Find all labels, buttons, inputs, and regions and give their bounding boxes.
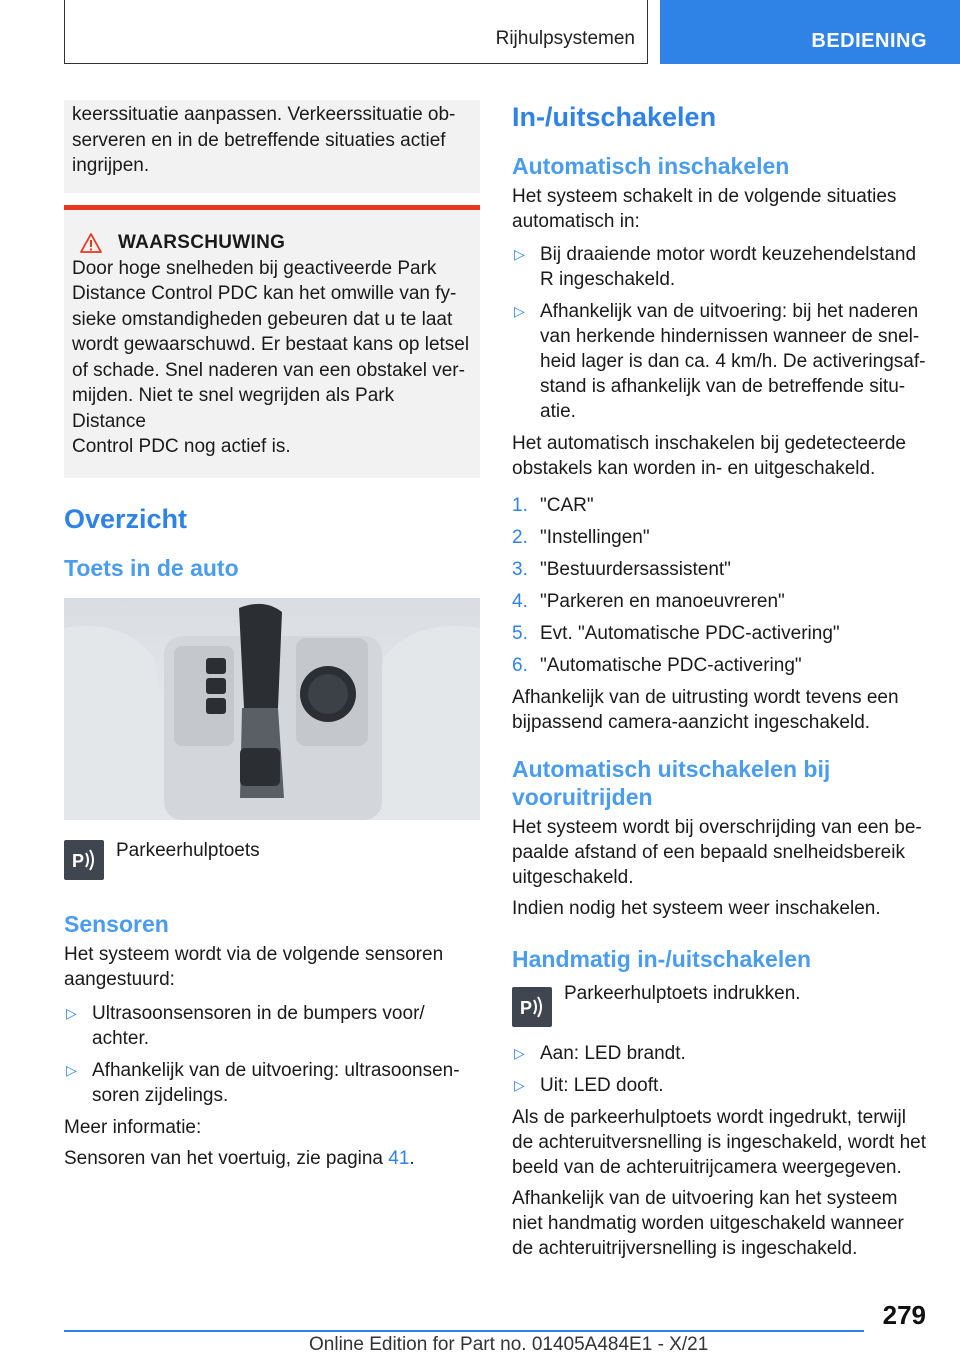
triangle-bullet-icon: ▷ <box>514 303 525 319</box>
heading-sensoren: Sensoren <box>64 910 169 937</box>
page-number: 279 <box>882 1300 926 1330</box>
list-item: ▷ Uit: LED dooft. <box>514 1075 664 1096</box>
header-tab-label: BEDIENING <box>811 30 927 52</box>
camera-text: Afhankelijk van de uitrusting wordt tevens een bijpassend camera-aanzicht ingeschakeld. <box>512 687 899 733</box>
intro-text: keerssituatie aanpassen. Verkeerssituatie ob- serveren en in de betreffende situaties actief ingrijpen. <box>72 104 456 176</box>
auto-in-list <box>512 242 928 424</box>
heading-auto-in: Automatisch inschakelen <box>512 153 790 179</box>
heading-in-uit: In-/uitschakelen <box>512 102 717 132</box>
auto-uit-text-2: Indien nodig het systeem weer inschakelen. <box>512 898 881 919</box>
triangle-bullet-icon: ▷ <box>514 246 525 262</box>
triangle-bullet-icon: ▷ <box>66 1061 77 1078</box>
auto-uit-text: Het systeem wordt bij overschrijding van een be- paalde afstand of een bepaald snelheidsbereik uitgeschakeld. <box>512 817 922 888</box>
handmatig-note: Afhankelijk van de uitvoering kan het systeem niet handmatig worden uitgeschakeld wanneer de achteruitrijversnelling is ingeschakeld. <box>512 1188 904 1259</box>
step-item: 1. "CAR" <box>512 495 594 516</box>
warning-text: Door hoge snelheden bij geactiveerde Park Distance Control PDC kan het omwille van fy- sieke omstandigheden gebeuren dat u te laat wordt gewaarschuwd. Er bestaat kans op letsel of schade. Snel naderen van een obstakel ver- mijden. Niet te snel wegrijden als Park Distance Control PDC nog actief is. <box>72 257 470 457</box>
detect-text: Het automatisch inschakelen bij gedetecteerde obstakels kan worden in- en uitgeschakeld. <box>512 433 906 479</box>
list-item: ▷ Aan: LED brandt. <box>514 1043 686 1064</box>
handmatig-caption: Parkeerhulptoets indrukken. <box>564 983 801 1004</box>
footer-divider <box>64 1330 864 1332</box>
list-item: ▷ Afhankelijk van de uitvoering: ultrasoonsen- soren zijdelings. <box>66 1059 460 1106</box>
settings-steps <box>512 493 928 678</box>
intro-box <box>64 100 480 193</box>
step-item: 4. "Parkeren en manoeuvreren" <box>512 591 785 612</box>
heading-overzicht: Overzicht <box>64 503 188 534</box>
right-column <box>512 100 928 1261</box>
parking-assist-icon <box>64 840 104 880</box>
handmatig-caption-row <box>512 983 928 1027</box>
header-tab <box>660 0 960 64</box>
icon-caption: Parkeerhulptoets <box>116 839 260 861</box>
parking-button-caption <box>64 840 480 880</box>
warning-box <box>64 205 480 478</box>
sensoren-intro: Het systeem wordt via de volgende sensoren aangestuurd: <box>64 943 444 990</box>
warning-heading: WAARSCHUWING <box>72 232 472 254</box>
triangle-bullet-icon: ▷ <box>514 1045 525 1061</box>
step-item: 3. "Bestuurdersassistent" <box>512 559 731 580</box>
handmatig-list <box>512 1041 928 1098</box>
triangle-bullet-icon: ▷ <box>66 1004 77 1021</box>
page-link[interactable]: 41 <box>388 1147 410 1169</box>
step-item: 5. Evt. "Automatische PDC-activering" <box>512 623 840 644</box>
warning-icon <box>80 233 102 253</box>
heading-handmatig: Handmatig in-/uitschakelen <box>512 946 812 972</box>
section-title: Rijhulpsystemen <box>495 28 635 49</box>
triangle-bullet-icon: ▷ <box>514 1077 525 1093</box>
list-item: ▷ Afhankelijk van de uitvoering: bij het naderen van herkende hindernissen wanneer de snel- heid lager is dan ca. 4 km/h. De activeringsaf- stand is afhankelijk van de betreffende situ- atie. <box>514 301 926 422</box>
step-item: 6. "Automatische PDC-activering" <box>512 655 802 676</box>
parking-assist-icon <box>512 987 552 1027</box>
header-section-box <box>64 0 648 64</box>
list-item: ▷ Bij draaiende motor wordt keuzehendelstand R ingeschakeld. <box>514 244 917 290</box>
achteruit-text: Als de parkeerhulptoets wordt ingedrukt, terwijl de achteruitversnelling is ingeschakeld, wordt het beeld van de achteruitrijcamera weergegeven. <box>512 1107 927 1178</box>
auto-in-intro: Het systeem schakelt in de volgende situaties automatisch in: <box>512 186 897 232</box>
sensoren-list <box>64 1001 480 1108</box>
svg-text:P: P <box>72 850 85 871</box>
svg-text:P: P <box>520 998 533 1018</box>
footer-edition: Online Edition for Part no. 01405A484E1 - X/21 <box>309 1334 709 1355</box>
heading-auto-uit: Automatisch uitschakelen bij vooruitrijden <box>512 756 831 810</box>
step-item: 2. "Instellingen" <box>512 527 650 548</box>
meer-info: Meer informatie: <box>64 1116 202 1138</box>
heading-toets: Toets in de auto <box>64 554 239 581</box>
left-column <box>64 100 480 1171</box>
sensor-reference: Sensoren van het voertuig, zie pagina 41. <box>64 1147 415 1169</box>
console-photo <box>64 598 480 820</box>
list-item: ▷ Ultrasoonsensoren in de bumpers voor/ achter. <box>66 1002 425 1049</box>
